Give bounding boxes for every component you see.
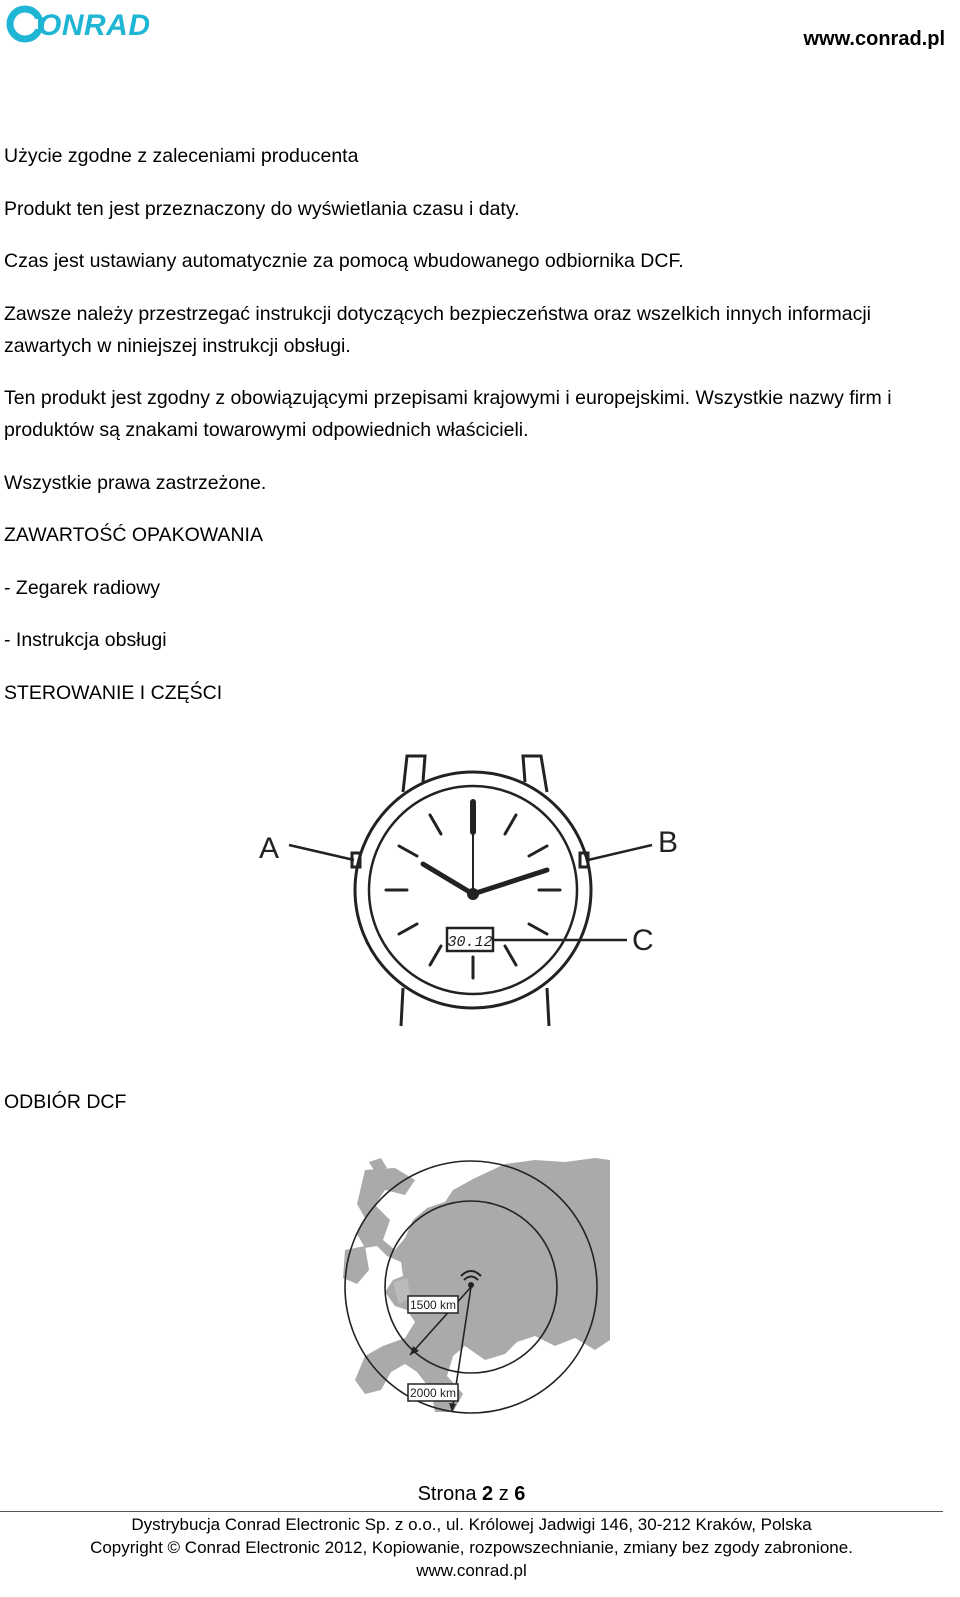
package-item-watch: - Zegarek radiowy	[4, 577, 161, 599]
page-sep: z	[493, 1483, 515, 1505]
conrad-logo	[4, 2, 164, 51]
label-1500km: 1500 km	[409, 1298, 457, 1312]
paragraph-purpose: Produkt ten jest przeznaczony do wyświetlania czasu i daty.	[4, 198, 520, 220]
dcf-range-map	[335, 1150, 615, 1435]
svg-text:ONRAD: ONRAD	[38, 9, 151, 42]
date-display: 30.12	[447, 934, 493, 951]
label-2000km: 2000 km	[409, 1386, 457, 1400]
footer	[0, 1513, 943, 1582]
footer-copyright: Copyright © Conrad Electronic 2012, Kopiowanie, rozpowszechnianie, zmiany bez zgody zabronione.	[90, 1538, 853, 1557]
label-c: C	[632, 924, 654, 957]
package-contents-heading: ZAWARTOŚĆ OPAKOWANIA	[4, 524, 263, 546]
package-item-manual: - Instrukcja obsługi	[4, 629, 167, 651]
label-a: A	[259, 832, 280, 865]
label-b: B	[658, 826, 679, 859]
footer-divider	[0, 1511, 943, 1512]
footer-website: www.conrad.pl	[416, 1561, 527, 1580]
paragraph-rights: Wszystkie prawa zastrzeżone.	[4, 472, 267, 494]
footer-address: Dystrybucja Conrad Electronic Sp. z o.o., ul. Królowej Jadwigi 146, 30-212 Kraków, Polska	[131, 1515, 812, 1534]
paragraph-safety: Zawsze należy przestrzegać instrukcji dotyczących bezpieczeństwa oraz wszelkich innych informacji zawartych w niniejszej instrukcji obsługi.	[4, 303, 872, 357]
page-current: 2	[482, 1483, 494, 1505]
controls-heading: STEROWANIE I CZĘŚCI	[4, 682, 223, 704]
paragraph-compliance: Ten produkt jest zgodny z obowiązującymi przepisami krajowymi i europejskimi. Wszystkie nazwy firm i produktów są znakami towarowymi odpowiednich właścicieli.	[4, 387, 892, 441]
page-prefix: Strona	[417, 1483, 483, 1505]
website-url: www.conrad.pl	[803, 28, 945, 50]
intended-use-heading: Użycie zgodne z zaleceniami producenta	[4, 145, 359, 167]
paragraph-dcf-time: Czas jest ustawiany automatycznie za pomocą wbudowanego odbiornika DCF.	[4, 250, 684, 272]
page-total: 6	[514, 1483, 526, 1505]
page-number	[0, 1483, 943, 1506]
dcf-reception-heading: ODBIÓR DCF	[4, 1091, 127, 1113]
watch-diagram	[255, 752, 695, 1037]
